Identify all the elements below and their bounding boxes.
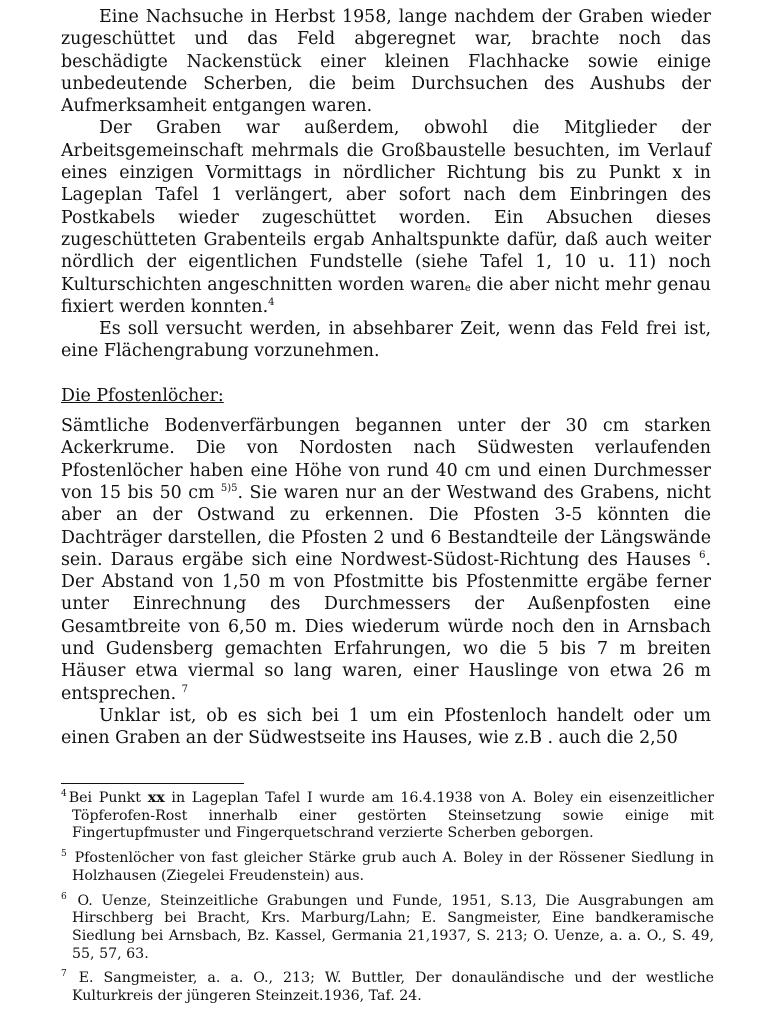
paragraph-graben-text-b: die aber nicht mehr genau fixiert werden konnten. — [61, 274, 711, 317]
paragraph-graben-text-a: Der Graben war außerdem, obwohl die Mitglieder der Arbeitsgemeinschaft mehrmals die Großbaustelle besuchten, im Verlauf eines einzigen Vormittags in nördlicher Richtung bis zu Punkt x in Lageplan Tafel 1 verlängert, aber sofort nach dem Einbringen des Postkabels wieder zugeschüttet worden. Ein Absuchen dieses zugeschütteten Grabenteils ergab Anhaltspunkte dafür, daß auch weiter nördlich der eigentlichen Fundstelle (siehe Tafel 1, 10 u. 11) noch Kulturschichten angeschnitten worden waren — [61, 118, 711, 295]
paragraph-nachsuche: Eine Nachsuche in Herbst 1958, lange nachdem der Graben wieder zugeschüttet und das Feld abgeregnet war, brachte noch das beschädigte Nackenstück einer kleinen Flachhacke sowie einige unbedeutende Scherben, die beim Durchsuchen des Aushubs der Aufmerksamheit entgangen waren. — [61, 7, 711, 117]
footnote-number-4: 4 — [61, 789, 67, 799]
footnote-number-6: 6 — [61, 891, 67, 902]
paragraph-boden-text-a: Sämtliche Bodenverfärbungen begannen unter der 30 cm starken Ackerkrume. Die von Nordosten nach Südwesten verlaufenden Pfostenlöcher haben eine Höhe von rund 40 cm und einen Durchmesser von 15 bis 50 cm — [61, 416, 711, 503]
footnote-number-7: 7 — [61, 969, 67, 980]
footnote-4 — [61, 790, 714, 843]
section-spacer — [61, 363, 711, 385]
footnote-4-bold: xx — [147, 790, 165, 806]
footnote-4-before: Bei Punkt — [68, 790, 148, 806]
paragraph-boden-text-c: . Der Abstand von 1,50 m von Pfostmitte bis Pfostenmitte ergäbe ferner unter Einrechnung des Durchmessers der Außenpfosten eine Gesamtbreite von 6,50 m. Dies wiederum würde noch den in Arnsbach und Gudensberg gemachten Erfahrungen, wo die 5 bis 7 m breiten Häuser etwa viermal so lang waren, einer Hauslinge von etwa 26 m entsprechen. — [61, 549, 711, 704]
main-text — [61, 6, 711, 750]
footnote-7 — [61, 970, 714, 1005]
footnote-5-text: Pfostenlöcher von fast gleicher Stärke grub auch A. Boley in der Rössener Siedlung in Holzhausen (Ziegelei Freudenstein) aus. — [72, 850, 714, 884]
footnote-6 — [61, 893, 714, 964]
paragraph-flaechengrabung: Es soll versucht werden, in absehbarer Zeit, wenn das Feld frei ist, eine Flächengrabung vorzunehmen. — [61, 319, 711, 362]
footnote-5 — [61, 850, 714, 885]
footnote-ref-7[interactable]: 7 — [181, 683, 189, 695]
paragraph-bodenverfaerbungen — [61, 415, 711, 705]
footnotes — [61, 790, 714, 1013]
footnote-7-text: E. Sangmeister, a. a. O., 213; W. Buttler, Der donauländische und der westliche Kulturkreis der jüngeren Steinzeit.1936, Taf. 24. — [72, 970, 714, 1005]
paragraph-graben — [61, 117, 711, 318]
footnote-divider — [61, 783, 244, 784]
paragraph-unklar: Unklar ist, ob es sich bei 1 um ein Pfostenloch handelt oder um einen Graben an der Südwestseite ins Hauses, wie z.B . auch die 2,50 — [61, 705, 711, 749]
subscript-mark: e — [464, 282, 471, 294]
footnote-number-5: 5 — [61, 849, 67, 860]
heading-spacer — [61, 407, 711, 415]
section-heading: Die Pfostenlöcher: — [61, 385, 224, 406]
footnote-6-text: O. Uenze, Steinzeitliche Grabungen und Funde, 1951, S.13, Die Ausgrabungen am Hirschberg bei Bracht, Krs. Marburg/Lahn; E. Sangmeister, Eine bandkeramische Siedlung bei Arnsbach, Bz. Kassel, Germania 21,1937, S. 213; O. Uenze, a. a. O., S. 49, 55, 57, 63. — [72, 892, 714, 962]
footnote-ref-5[interactable]: 5)5 — [220, 482, 238, 494]
paragraph-boden-text-b: . Sie waren nur an der Westwand des Grabens, nicht aber an der Ostwand zu erkennen. Die Pfosten 3-5 könnten die Dachträger darstellen, die Pfosten 2 und 6 Bestandteile der Längswände sein. Daraus ergäbe sich eine Nordwest-Südost-Richtung des Hauses — [61, 482, 711, 570]
footnote-4-after: in Lageplan Tafel I wurde am 16.4.1938 von A. Boley ein eisenzeitlicher Töpferofen-Rost innerhalb einer gestörten Steinsetzung sowie einige mit Fingertupfmuster und Fingerquetschrand verzierte Scherben geborgen. — [72, 790, 715, 842]
footnote-ref-4[interactable]: 4 — [268, 296, 275, 308]
footnote-ref-6[interactable]: 6 — [699, 549, 706, 561]
